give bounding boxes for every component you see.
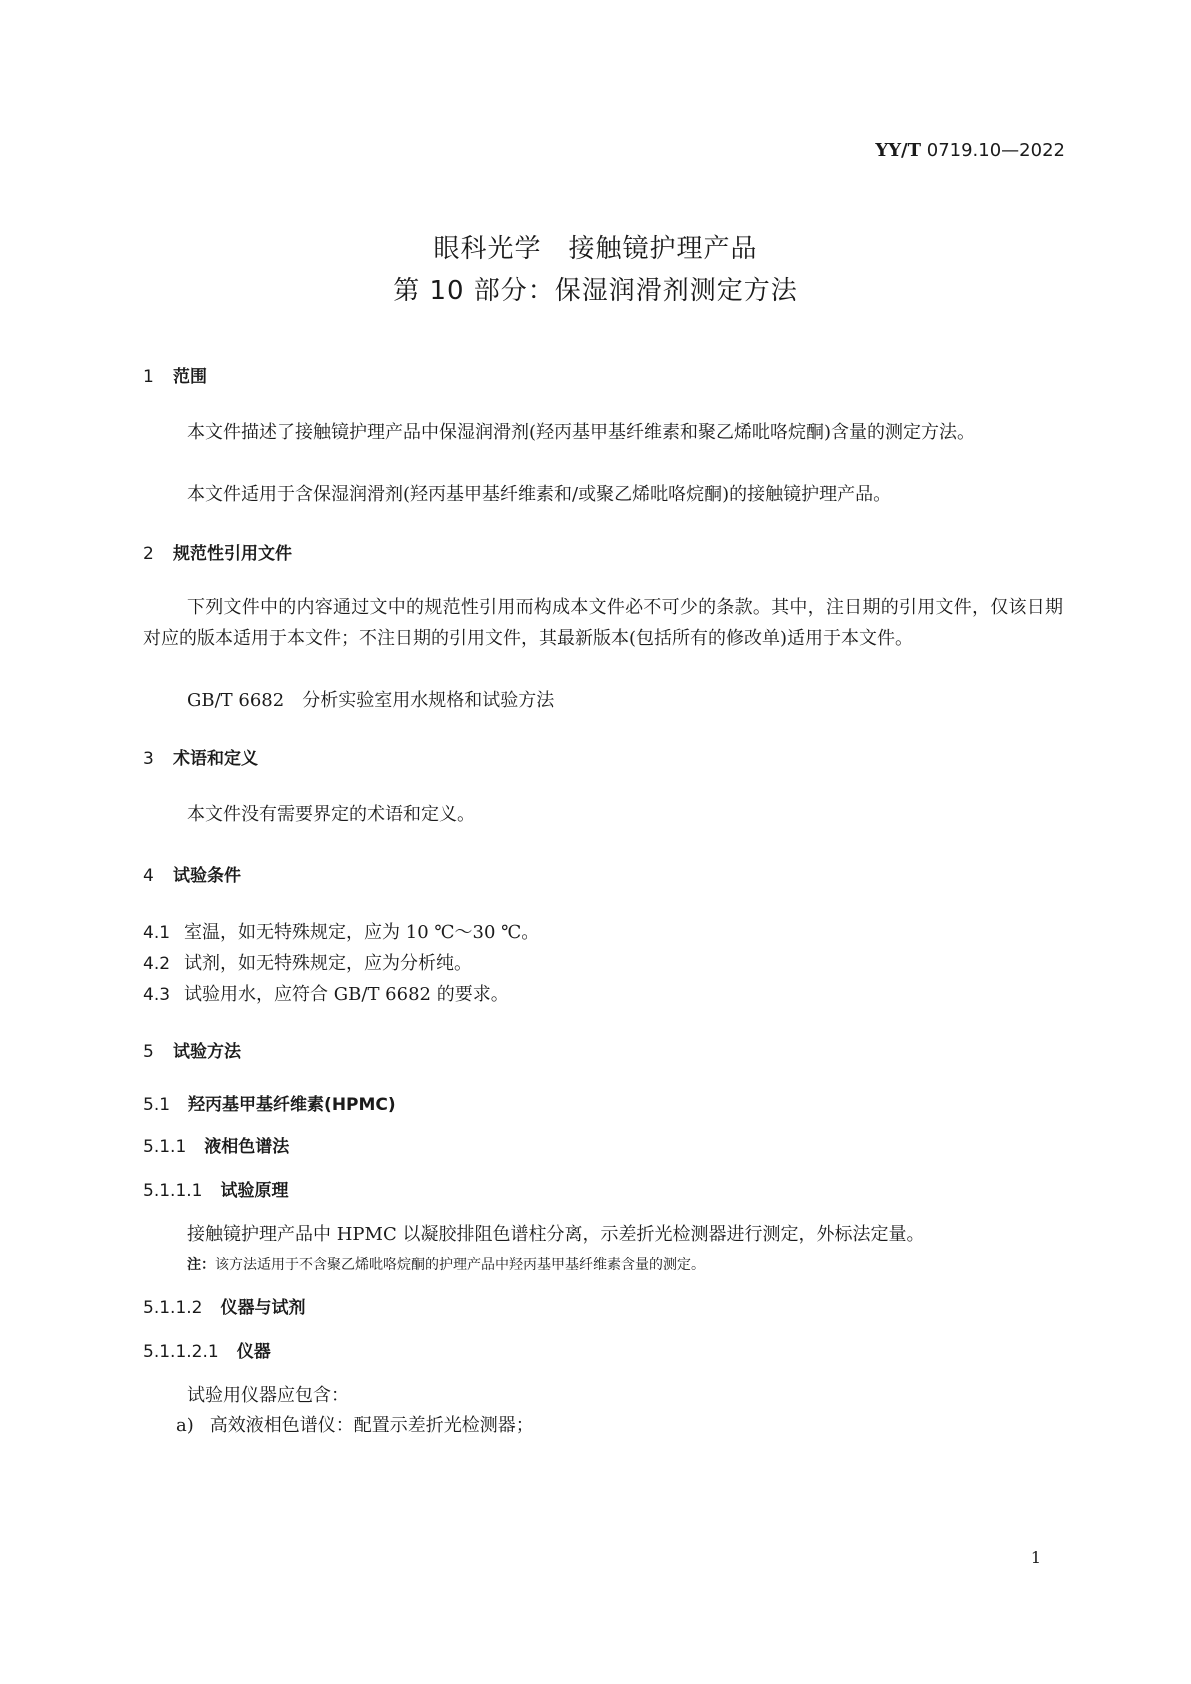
note xyxy=(187,1254,705,1274)
section-4-heading xyxy=(143,861,241,886)
section-title: 试验方法 xyxy=(173,1042,241,1062)
clause-text: 试剂，如无特殊规定，应为分析纯。 xyxy=(184,953,473,974)
section-title: 规范性引用文件 xyxy=(173,544,292,564)
document-title-line2: 第 10 部分：保湿润滑剂测定方法 xyxy=(393,276,798,306)
clause-text: 试验用水，应符合 GB/T 6682 的要求。 xyxy=(184,984,509,1005)
section-number: 5 xyxy=(143,1042,154,1062)
section-3-heading xyxy=(143,744,258,769)
list-item-a xyxy=(176,1411,534,1437)
list-label: a) xyxy=(176,1415,194,1436)
clause-number: 4.1 xyxy=(143,923,171,943)
section-number: 3 xyxy=(143,749,154,769)
standard-code xyxy=(875,140,1065,161)
subsection-title: 仪器 xyxy=(236,1342,271,1362)
subsection-5-1-1-1-heading xyxy=(143,1176,288,1201)
subsection-number: 5.1 xyxy=(143,1095,171,1115)
subsection-title: 试验原理 xyxy=(220,1181,289,1201)
normative-reference: GB/T 6682 分析实验室用水规格和试验方法 xyxy=(187,690,555,711)
list-text: 高效液相色谱仪：配置示差折光检测器； xyxy=(209,1415,534,1436)
subsection-number: 5.1.1.1 xyxy=(143,1181,203,1201)
standard-prefix: YY/T xyxy=(875,140,922,161)
section-2-heading xyxy=(143,539,292,564)
clause-item xyxy=(143,980,509,1006)
paragraph: 试验用仪器应包含： xyxy=(187,1385,349,1406)
standard-number: 0719.10—2022 xyxy=(926,140,1065,161)
paragraph: 本文件没有需要界定的术语和定义。 xyxy=(187,804,475,825)
page-number: 1 xyxy=(1030,1548,1041,1567)
section-title: 范围 xyxy=(173,367,207,387)
section-number: 4 xyxy=(143,866,154,886)
clause-item xyxy=(143,918,539,944)
subsection-number: 5.1.1 xyxy=(143,1137,187,1157)
subsection-title: 羟丙基甲基纤维素(HPMC) xyxy=(188,1095,396,1115)
paragraph: 本文件适用于含保湿润滑剂(羟丙基甲基纤维素和/或聚乙烯吡咯烷酮)的接触镜护理产品。 xyxy=(187,484,892,505)
section-title: 术语和定义 xyxy=(173,749,258,769)
clause-text: 室温，如无特殊规定，应为 10 ℃～30 ℃。 xyxy=(184,922,540,943)
subsection-number: 5.1.1.2.1 xyxy=(143,1342,219,1362)
subsection-5-1-1-2-1-heading xyxy=(143,1337,271,1362)
section-number: 2 xyxy=(143,544,154,564)
document-title-line1: 眼科光学 接触镜护理产品 xyxy=(433,234,758,264)
clause-item xyxy=(143,949,472,975)
clause-number: 4.3 xyxy=(143,985,171,1005)
clause-number: 4.2 xyxy=(143,954,171,974)
subsection-number: 5.1.1.2 xyxy=(143,1298,203,1318)
subsection-5-1-1-heading xyxy=(143,1132,289,1157)
note-label: 注： xyxy=(187,1257,215,1273)
paragraph: 接触镜护理产品中 HPMC 以凝胶排阻色谱柱分离，示差折光检测器进行测定，外标法定量。 xyxy=(187,1224,925,1245)
section-1-heading xyxy=(143,362,207,387)
note-text: 该方法适用于不含聚乙烯吡咯烷酮的护理产品中羟丙基甲基纤维素含量的测定。 xyxy=(215,1257,705,1273)
section-title: 试验条件 xyxy=(173,866,241,886)
paragraph: 本文件描述了接触镜护理产品中保湿润滑剂(羟丙基甲基纤维素和聚乙烯吡咯烷酮)含量的测定方法。 xyxy=(187,422,976,443)
subsection-5-1-1-2-heading xyxy=(143,1293,305,1318)
subsection-title: 仪器与试剂 xyxy=(220,1298,306,1318)
section-5-heading xyxy=(143,1037,241,1062)
subsection-title: 液相色谱法 xyxy=(204,1137,290,1157)
section-number: 1 xyxy=(143,367,154,387)
subsection-5-1-heading xyxy=(143,1090,396,1115)
paragraph: 下列文件中的内容通过文中的规范性引用而构成本文件必不可少的条款。其中，注日期的引用文件，仅该日期对应的版本适用于本文件；不注日期的引用文件，其最新版本(包括所有的修改单)适用于本文件。 xyxy=(143,597,1063,649)
